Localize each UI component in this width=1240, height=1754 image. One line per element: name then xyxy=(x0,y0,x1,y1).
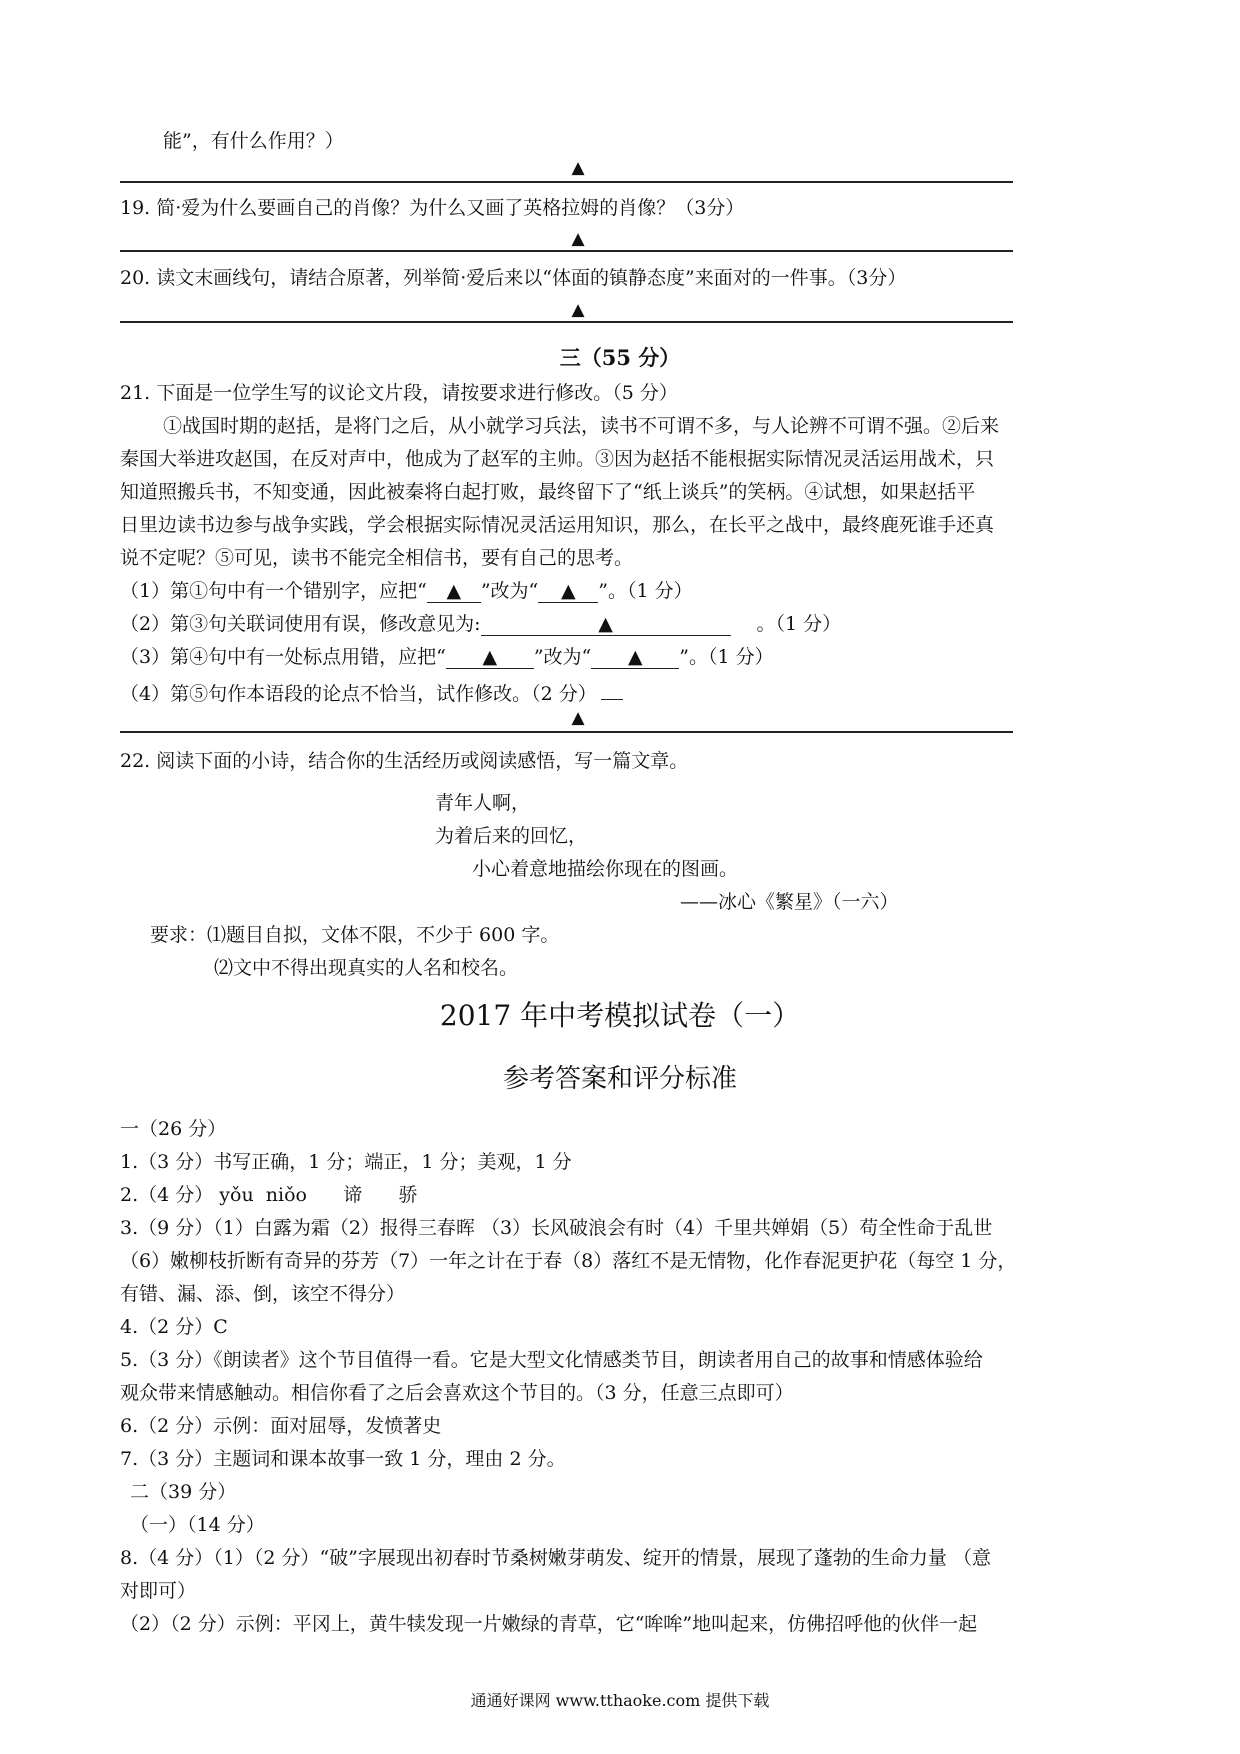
answer-marker: ▲ xyxy=(482,646,498,668)
answer-marker: ▲ xyxy=(571,158,585,178)
answer-line xyxy=(120,250,1013,252)
answer-line xyxy=(120,321,1013,323)
q21-sub2 xyxy=(120,611,841,637)
answer-item: 4.（2 分）C xyxy=(120,1316,228,1338)
answer-marker: ▲ xyxy=(571,229,585,249)
answer-marker: ▲ xyxy=(571,300,585,320)
q22-requirement: ⑵文中不得出现真实的人名和校名。 xyxy=(214,957,519,979)
fill-blank[interactable] xyxy=(427,580,481,603)
answer-item: 2.（4 分） yǒu niǒo 谛 骄 xyxy=(120,1184,418,1206)
answer-item: 1.（3 分）书写正确，1 分；端正，1 分；美观，1 分 xyxy=(120,1151,572,1173)
q21-passage-line: ①战国时期的赵括，是将门之后，从小就学习兵法，读书不可谓不多，与人论辨不可谓不强。②后来 xyxy=(163,415,1000,437)
answer-item: （6）嫩柳枝折断有奇异的芬芳（7）一年之计在于春（8）落红不是无情物，化作春泥更护花（每空 1 分， xyxy=(120,1250,1017,1272)
answer-key-title: 参考答案和评分标准 xyxy=(502,1064,737,1094)
q20-text: 20. 读文末画线句，请结合原著，列举简·爱后来以“体面的镇静态度”来面对的一件事。（3分） xyxy=(120,267,907,289)
answer-item: 观众带来情感触动。相信你看了之后会喜欢这个节目的。（3 分，任意三点即可） xyxy=(120,1382,794,1404)
answer-item: 对即可） xyxy=(120,1580,197,1602)
answer-line xyxy=(120,181,1013,183)
q21-sub2-text-a: （2）第③句关联词使用有误，修改意见为: xyxy=(120,613,481,635)
q21-passage-line: 说不定呢？⑤可见，读书不能完全相信书，要有自己的思考。 xyxy=(120,547,634,569)
q21-sub4 xyxy=(120,677,623,707)
q19-text: 19. 简·爱为什么要画自己的肖像？为什么又画了英格拉姆的肖像？（3分） xyxy=(120,197,745,219)
fill-blank[interactable] xyxy=(446,646,534,669)
section3-title: 三（55 分） xyxy=(559,345,681,370)
exam-title: 2017 年中考模拟试卷（一） xyxy=(439,999,801,1032)
q21-passage-line: 知道照搬兵书，不知变通，因此被秦将白起打败，最终留下了“纸上谈兵”的笑柄。④试想，如果赵括平 xyxy=(120,481,976,503)
answers-subsection: （一）（14 分） xyxy=(130,1514,265,1536)
q21-sub4-text: （4）第⑤句作本语段的论点不恰当，试作修改。（2 分） xyxy=(120,683,597,705)
answer-item: 5.（3 分）《朗读者》这个节目值得一看。它是大型文化情感类节目，朗读者用自己的故事和情感体验给 xyxy=(120,1349,983,1371)
poem-line: 小心着意地描绘你现在的图画。 xyxy=(472,858,739,880)
answer-item: 有错、漏、添、倒，该空不得分） xyxy=(120,1283,406,1305)
fill-blank[interactable] xyxy=(538,580,598,603)
q21-sub1-text-c: ”。（1 分） xyxy=(598,580,693,602)
poem-source: ——冰心《繁星》（一六） xyxy=(680,891,899,913)
answer-item: （2）（2 分）示例：平冈上，黄牛犊发现一片嫩绿的青草，它“哞哞”地叫起来，仿佛招呼他的伙伴一起 xyxy=(120,1613,978,1635)
answer-marker: ▲ xyxy=(446,580,462,602)
q21-passage-line: 秦国大举进攻赵国，在反对声中，他成为了赵军的主帅。③因为赵括不能根据实际情况灵活运用战术，只 xyxy=(120,448,995,470)
fill-blank[interactable] xyxy=(601,677,623,700)
fill-blank[interactable] xyxy=(591,646,679,669)
page-footer: 通通好课网 www.tthaoke.com 提供下载 xyxy=(470,1691,770,1710)
q21-sub3-text-c: ”。（1 分） xyxy=(679,646,774,668)
q18-tail-text: 能”，有什么作用？） xyxy=(163,130,344,152)
q21-title: 21. 下面是一位学生写的议论文片段，请按要求进行修改。（5 分） xyxy=(120,382,678,404)
answer-marker: ▲ xyxy=(560,580,576,602)
q21-sub3-text-a: （3）第④句中有一处标点用错，应把“ xyxy=(120,646,446,668)
q21-sub1-text-b: ”改为“ xyxy=(480,580,539,602)
answers-section-1: 一（26 分） xyxy=(120,1118,227,1140)
answer-line xyxy=(120,731,1013,733)
answer-item: 6.（2 分）示例：面对屈辱，发愤著史 xyxy=(120,1415,442,1437)
q21-sub1-text-a: （1）第①句中有一个错别字，应把“ xyxy=(120,580,427,602)
q21-sub3-text-b: ”改为“ xyxy=(533,646,592,668)
q21-passage-line: 日里边读书边参与战争实践，学会根据实际情况灵活运用知识，那么，在长平之战中，最终鹿死谁手还真 xyxy=(120,514,995,536)
q21-sub2-text-c: 。（1 分） xyxy=(756,613,842,635)
poem-line: 青年人啊， xyxy=(435,792,531,814)
answer-item: 3.（9 分）（1）白露为霜（2）报得三春晖 （3）长风破浪会有时（4）千里共婵娟（5）苟全性命于乱世 xyxy=(120,1217,993,1239)
answer-item: 7.（3 分）主题词和课本故事一致 1 分，理由 2 分。 xyxy=(120,1448,566,1470)
answer-marker: ▲ xyxy=(627,646,643,668)
answer-item: 8.（4 分）（1）（2 分）“破”字展现出初春时节桑树嫩芽萌发、绽开的情景，展现了蓬勃的生命力量 （意 xyxy=(120,1547,991,1569)
answers-section-2: 二（39 分） xyxy=(130,1481,237,1503)
answer-marker: ▲ xyxy=(598,613,613,635)
q22-requirement: 要求：⑴题目自拟，文体不限，不少于 600 字。 xyxy=(150,924,560,946)
poem-line: 为着后来的回忆， xyxy=(435,825,588,847)
q21-sub1 xyxy=(120,578,693,604)
q22-title: 22. 阅读下面的小诗，结合你的生活经历或阅读感悟，写一篇文章。 xyxy=(120,750,689,772)
q21-sub3 xyxy=(120,644,774,670)
answer-marker: ▲ xyxy=(571,708,585,728)
fill-blank[interactable] xyxy=(481,613,731,636)
